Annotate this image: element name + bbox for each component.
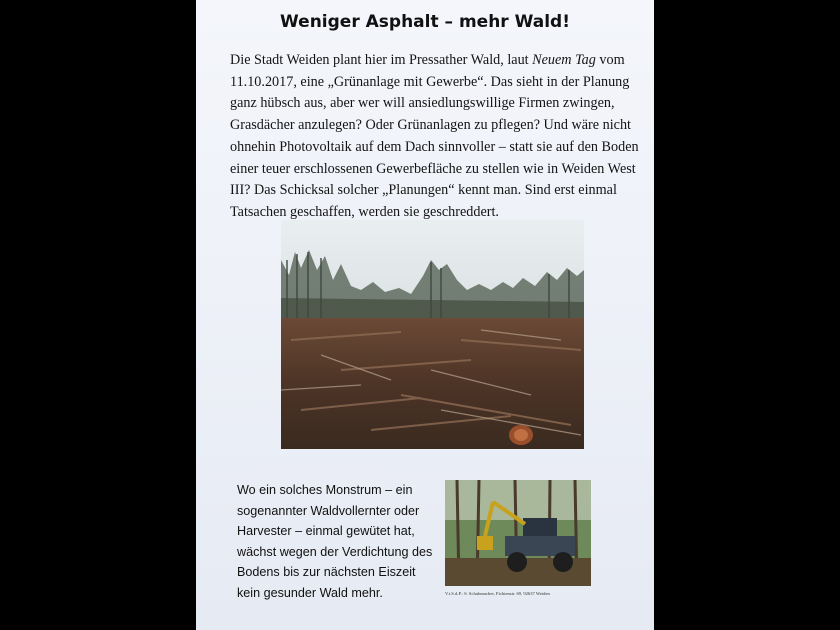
paragraph-text-start: Die Stadt Weiden plant hier im Pressather Wald, laut xyxy=(230,52,533,68)
paragraph-text-rest: vom 11.10.2017, eine „Grünanlage mit Gewerbe“. Das sieht in der Planung ganz hübsch aus, aber wer will ansiedlungswillige Firmen zwingen, Grasdächer anzulegen? Oder Grünanlagen zu pflegen? Und wäre nicht ohnehin Photovoltaik auf dem Dach sinnvoller – statt sie auf den Boden einer teuer erschlossenen Gewerbefläche zu stellen wie in Weiden West III? Das Schicksal solcher „Planungen“ kennt man. Sind erst einmal Tatsachen geschaffen, werden sie geschreddert. xyxy=(230,52,639,220)
poster-title: Weniger Asphalt – mehr Wald! xyxy=(280,12,570,32)
harvester-caption: Wo ein solches Monstrum – ein sogenannter Waldvollernter oder Harvester – einmal gewütet hat, wächst wegen der Verdichtung des Bodens bis zur nächsten Eiszeit kein gesunder Wald mehr. xyxy=(237,483,433,600)
imprint-credit: V.i.S.d.P.: S. Schuhmacher, Fichtenstr. 69, 92637 Weiden xyxy=(445,591,550,596)
poster-sheet xyxy=(196,0,654,630)
clearcut-forest-photo xyxy=(281,220,584,449)
newspaper-name: Neuem Tag xyxy=(532,52,596,68)
harvester-photo xyxy=(445,480,591,586)
poster-paragraph xyxy=(230,50,640,224)
